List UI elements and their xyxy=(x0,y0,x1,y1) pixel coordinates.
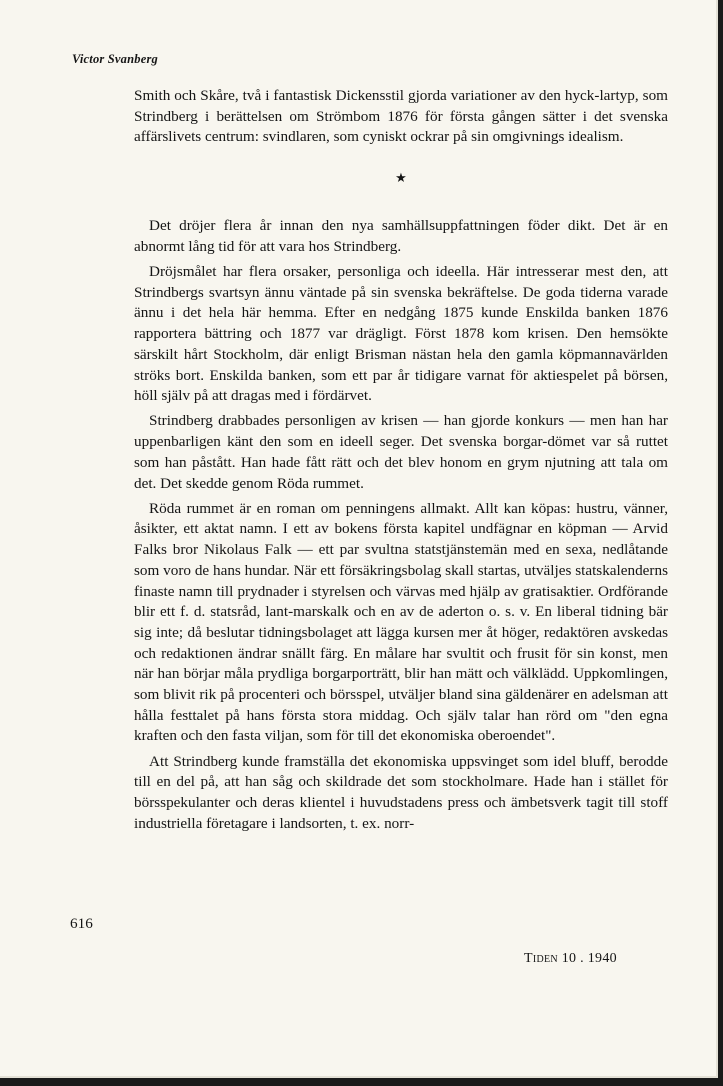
section-break-star-icon: ★ xyxy=(395,170,407,186)
paragraph-5: Röda rummet är en roman om penningens allmakt. Allt kan köpas: hustru, vänner, åsikter, ett aktat namn. I ett av bokens första kapitel undfägnar en köpman — Arvid Falks bror Nikolaus Falk — ett par svultna statstjänstemän med en sexa, nedlåtande som voro de hans hundar. När ett försäkringsbolag skall startas, utväljes statskalenderns finaste namn till prydnader i styrelsen och värvas med hjälp av gratisaktier. Ordförande blir ett f. d. statsråd, lant-marskalk och en av de aderton o. s. v. En liberal tidning bär sig inte; då beslutar tidningsbolaget att lägga kursen mer åt höger, redaktören avskedas och redaktionen ändrar snällt färg. En målare har svultit och frusit för sin konst, men när han börjar måla prydliga borgarporträtt, blir han mätt och välklädd. Uppkomlingen, som blivit rik på procenteri och börsspel, utväljer bland sina gäldenärer en adelsman att hålla festtalet på hans första stora middag. Och själv talar han rörd om "den egna kraften och den fasta viljan, som för till det ekonomiska oberoendet". xyxy=(134,499,668,745)
paragraph-4: Strindberg drabbades personligen av krisen — han gjorde konkurs — men han har uppenbarligen känt den som en ideell seger. Det svenska borgar-dömet var så ruttet som han påstått. Han hade fått rätt och det blev honom en grym njutning att tala om det. Det skedde genom Röda rummet. xyxy=(134,412,668,492)
paragraph-1: Smith och Skåre, två i fantastisk Dickensstil gjorda variationer av den hyck-lartyp, som Strindberg i berättelsen om Strömbom 1876 för första gången sätter i det svenska affärslivets centrum: svindlaren, som cyniskt ockrar på sin omgivnings idealism. xyxy=(134,87,668,146)
body-text xyxy=(134,86,668,835)
journal-issue: 10 . 1940 xyxy=(561,951,617,966)
journal-name: Tiden xyxy=(524,951,558,966)
journal-footer xyxy=(524,951,617,967)
running-head-author: Victor Svanberg xyxy=(72,52,158,66)
page-number: 616 xyxy=(70,915,93,932)
paragraph-6: Att Strindberg kunde framställa det ekonomiska uppsvinget som idel bluff, berodde till en del på, att han såg och skildrade det som stockholmare. Hade han i stället för börsspekulanter och deras klientel i huvudstadens press och ämbetsverk tagit till stoff industriella företagare i landsorten, t. ex. norr- xyxy=(134,752,668,832)
paragraph-3: Dröjsmålet har flera orsaker, personliga och ideella. Här intresserar mest den, att Strindbergs svartsyn ännu väntade på sin svenska bekräftelse. De goda tiderna varade ännu i det hela här hemma. Efter en nedgång 1875 kunde Enskilda banken 1876 rapportera bättring och 1877 var drägligt. Först 1878 kom krisen. Den hemsökte särskilt hårt Stockholm, där enligt Brisman nästan hela den gamla köpmannavärlden ströks bort. Enskilda banken, som ett par år tidigare varnat för aktiespelet på börsen, höll själv på att dragas med i fördärvet. xyxy=(134,263,668,405)
paragraph-2: Det dröjer flera år innan den nya samhällsuppfattningen föder dikt. Det är en abnormt lång tid för att vara hos Strindberg. xyxy=(134,217,668,255)
